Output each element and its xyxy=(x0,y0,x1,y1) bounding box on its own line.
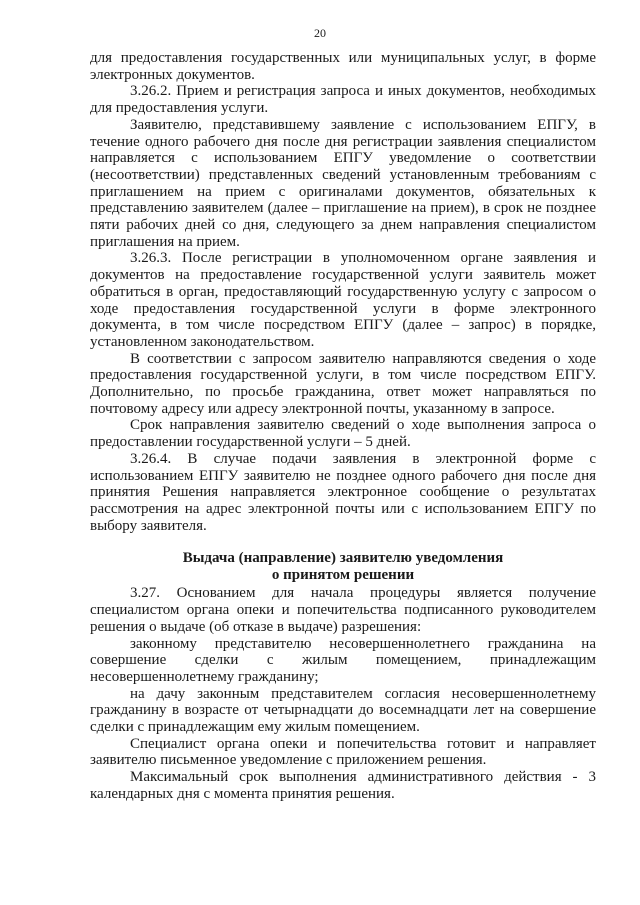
section-heading xyxy=(90,550,596,584)
paragraph: для предоставления государственных или муниципальных услуг, в форме электронных документов. xyxy=(90,50,596,83)
paragraph: Максимальный срок выполнения административного действия - 3 календарных дня с момента принятия решения. xyxy=(90,769,596,802)
paragraph: 3.27. Основанием для начала процедуры является получение специалистом органа опеки и попечительства подписанного руководителем решения о выдаче (об отказе в выдаче) разрешения: xyxy=(90,585,596,635)
section-heading-line: о принятом решении xyxy=(271,567,415,584)
page-number: 20 xyxy=(314,26,326,40)
paragraph: 3.26.4. В случае подачи заявления в электронной форме с использованием ЕПГУ заявителю не позднее одного рабочего дня после дня принятия Решения направляется электронное сообщение о результатах рассмотрения на адрес электронной почты или с использованием ЕПГУ по выбору заявителя. xyxy=(90,450,596,534)
document-body xyxy=(90,50,596,803)
paragraph: 3.26.2. Прием и регистрация запроса и иных документов, необходимых для предоставления услуги. xyxy=(90,83,596,117)
paragraph: Срок направления заявителю сведений о ходе выполнения запроса о предоставлении государственной услуги – 5 дней. xyxy=(90,417,596,451)
paragraph: законному представителю несовершеннолетнего гражданина на совершение сделки с жилым помещением, принадлежащим несовершеннолетнему гражданину; xyxy=(90,635,596,685)
section-heading-line: Выдача (направление) заявителю уведомления xyxy=(182,550,504,567)
paragraph: Заявителю, представившему заявление с использованием ЕПГУ, в течение одного рабочего дня после дня регистрации заявления специалистом направляется с использованием ЕПГУ уведомление о соответствии (несоответствии) представленных сведений установленным требованиям с приглашением на прием с оригиналами документов, обязательных к представлению заявителем (далее – приглашение на прием), в срок не позднее пяти рабочих дней со дня, следующего за днем направления специалистом приглашения на прием. xyxy=(90,116,596,250)
paragraph: В соответствии с запросом заявителю направляются сведения о ходе предоставления государственной услуги, в том числе посредством ЕПГУ. Дополнительно, по просьбе гражданина, ответ может направляться по почтовому адресу или адресу электронной почты, указанному в запросе. xyxy=(90,350,596,417)
paragraph: Специалист органа опеки и попечительства готовит и направляет заявителю письменное уведомление с приложением решения. xyxy=(90,735,596,769)
paragraph: 3.26.3. После регистрации в уполномоченном органе заявления и документов на предоставление государственной услуги заявитель может обратиться в орган, предоставляющий государственную услугу с запросом о ходе предоставления государственной услуги в форме электронного документа, в том числе посредством ЕПГУ (далее – запрос) в порядке, установленном законодательством. xyxy=(90,250,596,350)
paragraph: на дачу законным представителем согласия несовершеннолетнему гражданину в возрасте от четырнадцати до восемнадцати лет на совершение сделки с принадлежащим ему жилым помещением. xyxy=(90,685,596,736)
